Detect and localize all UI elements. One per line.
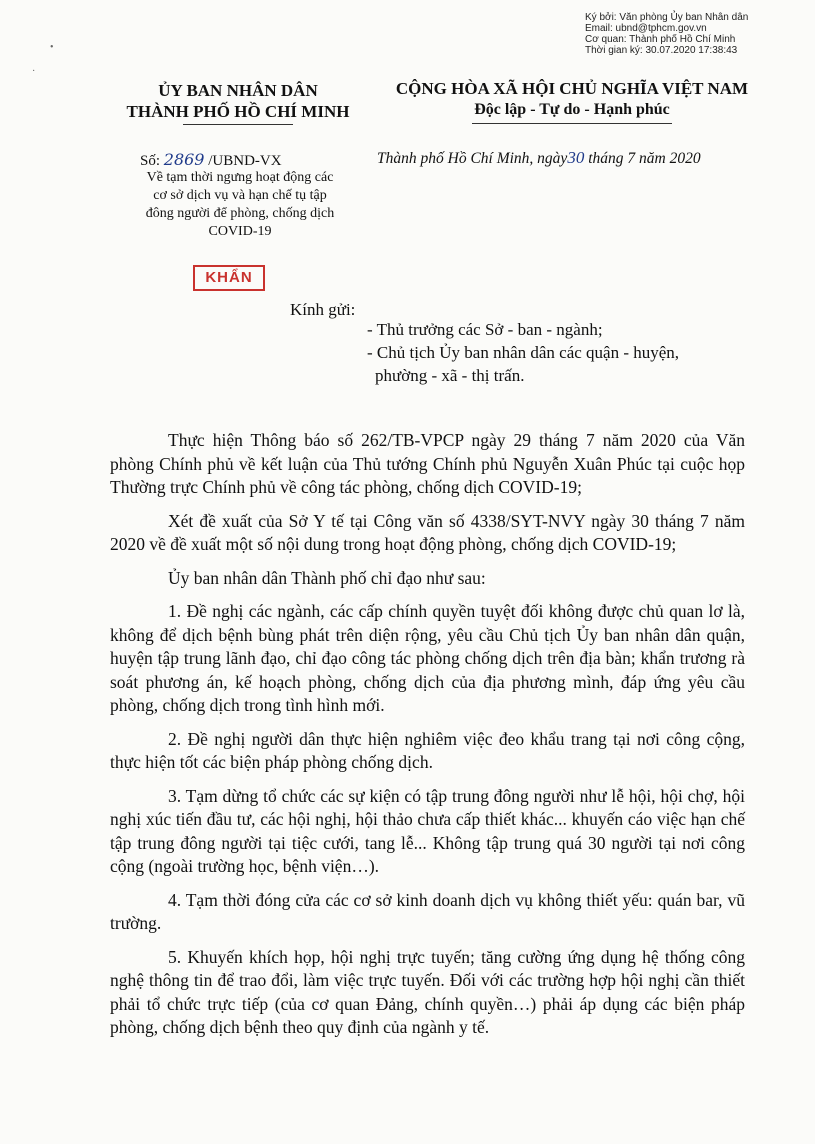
subject-line: COVID-19	[208, 224, 272, 239]
place-date-before: Thành phố Hồ Chí Minh, ngày	[377, 150, 568, 167]
org-name-line1: ỦY BAN NHÂN DÂN	[158, 81, 318, 100]
national-heading	[362, 78, 782, 124]
subject-line: Về tạm thời ngưng hoạt động các	[146, 170, 334, 185]
signature-email: Email: ubnd@tphcm.gov.vn	[585, 23, 707, 34]
body-paragraph: 5. Khuyến khích họp, hội nghị trực tuyến; tăng cường ứng dụng hệ thống công nghệ thông tin để trao đổi, làm việc trực tuyến. Đối với các trường hợp hội nghị cần thiết phải tổ chức trực tiếp (của cơ quan Đảng, chính quyền…) phải áp dụng các biện pháp phòng, chống dịch bệnh theo quy định của ngành y tế.	[110, 946, 745, 1037]
body-paragraph: Xét đề xuất của Sở Y tế tại Công văn số 4338/SYT-NVY ngày 30 tháng 7 năm 2020 về đề xuất một số nội dung trong hoạt động phòng, chống dịch COVID-19;	[110, 510, 745, 554]
nation-title: CỘNG HÒA XÃ HỘI CHỦ NGHĨA VIỆT NAM	[395, 79, 749, 98]
place-date-day: 30	[567, 148, 585, 167]
body-paragraph: 2. Đề nghị người dân thực hiện nghiêm việc đeo khẩu trang tại nơi công cộng, thực hiện tốt các biện pháp phòng chống dịch.	[110, 728, 745, 772]
body-paragraph: 3. Tạm dừng tổ chức các sự kiện có tập trung đông người như lễ hội, hội chợ, hội nghị xúc tiến đầu tư, các hội nghị, hội thảo chưa cấp thiết khác... khuyến cáo việc hạn chế tập trung đông người tại tiệc cưới, tang lễ... Không tập trung quá 30 người tại nơi công cộng (ngoài trường học, bệnh viện…).	[110, 785, 745, 876]
org-underline	[183, 124, 293, 125]
greeting: Kính gửi:	[290, 300, 356, 319]
recipient-item: - Chủ tịch Ủy ban nhân dân các quận - huyện,	[367, 343, 680, 362]
doc-number-prefix: Số:	[140, 153, 161, 169]
doc-number-handwritten: 2869	[163, 150, 205, 169]
document-subject	[115, 169, 365, 241]
body-paragraph: 4. Tạm thời đóng cửa các cơ sở kinh doanh dịch vụ không thiết yếu: quán bar, vũ trường.	[110, 889, 745, 933]
document-number	[140, 150, 282, 170]
recipient-list	[367, 318, 787, 387]
motto-underline	[472, 123, 672, 124]
doc-number-suffix: /UBND-VX	[208, 153, 282, 169]
recipient-item: - Thủ trưởng các Sở - ban - ngành;	[367, 320, 603, 339]
digital-signature-block	[585, 12, 810, 56]
signature-agency: Cơ quan: Thành phố Hồ Chí Minh	[585, 34, 736, 45]
signature-time: Thời gian ký: 30.07.2020 17:38:43	[585, 45, 738, 56]
body-paragraph: Ủy ban nhân dân Thành phố chỉ đạo như sau:	[168, 567, 486, 588]
body-paragraph: Thực hiện Thông báo số 262/TB-VPCP ngày 29 tháng 7 năm 2020 của Văn phòng Chính phủ về kết luận của Thủ tướng Chính phủ Nguyễn Xuân Phúc tại cuộc họp Thường trực Chính phủ về công tác phòng, chống dịch COVID-19;	[110, 430, 745, 497]
urgent-stamp: KHẨN	[193, 265, 265, 291]
subject-line: cơ sở dịch vụ và hạn chế tụ tập	[153, 188, 327, 203]
scan-speck: •	[50, 42, 54, 53]
scan-speck: ·	[32, 66, 36, 77]
body-paragraph: 1. Đề nghị các ngành, các cấp chính quyền tuyệt đối không được chủ quan lơ là, không để dịch bệnh bùng phát trên diện rộng, yêu cầu Chủ tịch Ủy ban nhân dân quận, huyện tập trung lãnh đạo, chỉ đạo công tác phòng chống dịch trên địa bàn; khẩn trương rà soát phương án, kế hoạch phòng, chống dịch của địa phương mình, đáp ứng yêu cầu phòng, chống dịch trong tình hình mới.	[110, 601, 745, 715]
nation-motto: Độc lập - Tự do - Hạnh phúc	[474, 101, 670, 118]
issuing-authority	[108, 80, 368, 125]
place-date	[377, 148, 701, 168]
document-body	[110, 429, 745, 1050]
recipient-item: phường - xã - thị trấn.	[375, 366, 525, 385]
org-name-line2: THÀNH PHỐ HỒ CHÍ MINH	[126, 102, 350, 121]
place-date-after: tháng 7 năm 2020	[588, 150, 701, 167]
signature-signed-by: Ký bởi: Văn phòng Ủy ban Nhân dân	[585, 12, 749, 23]
subject-line: đông người để phòng, chống dịch	[145, 206, 335, 221]
